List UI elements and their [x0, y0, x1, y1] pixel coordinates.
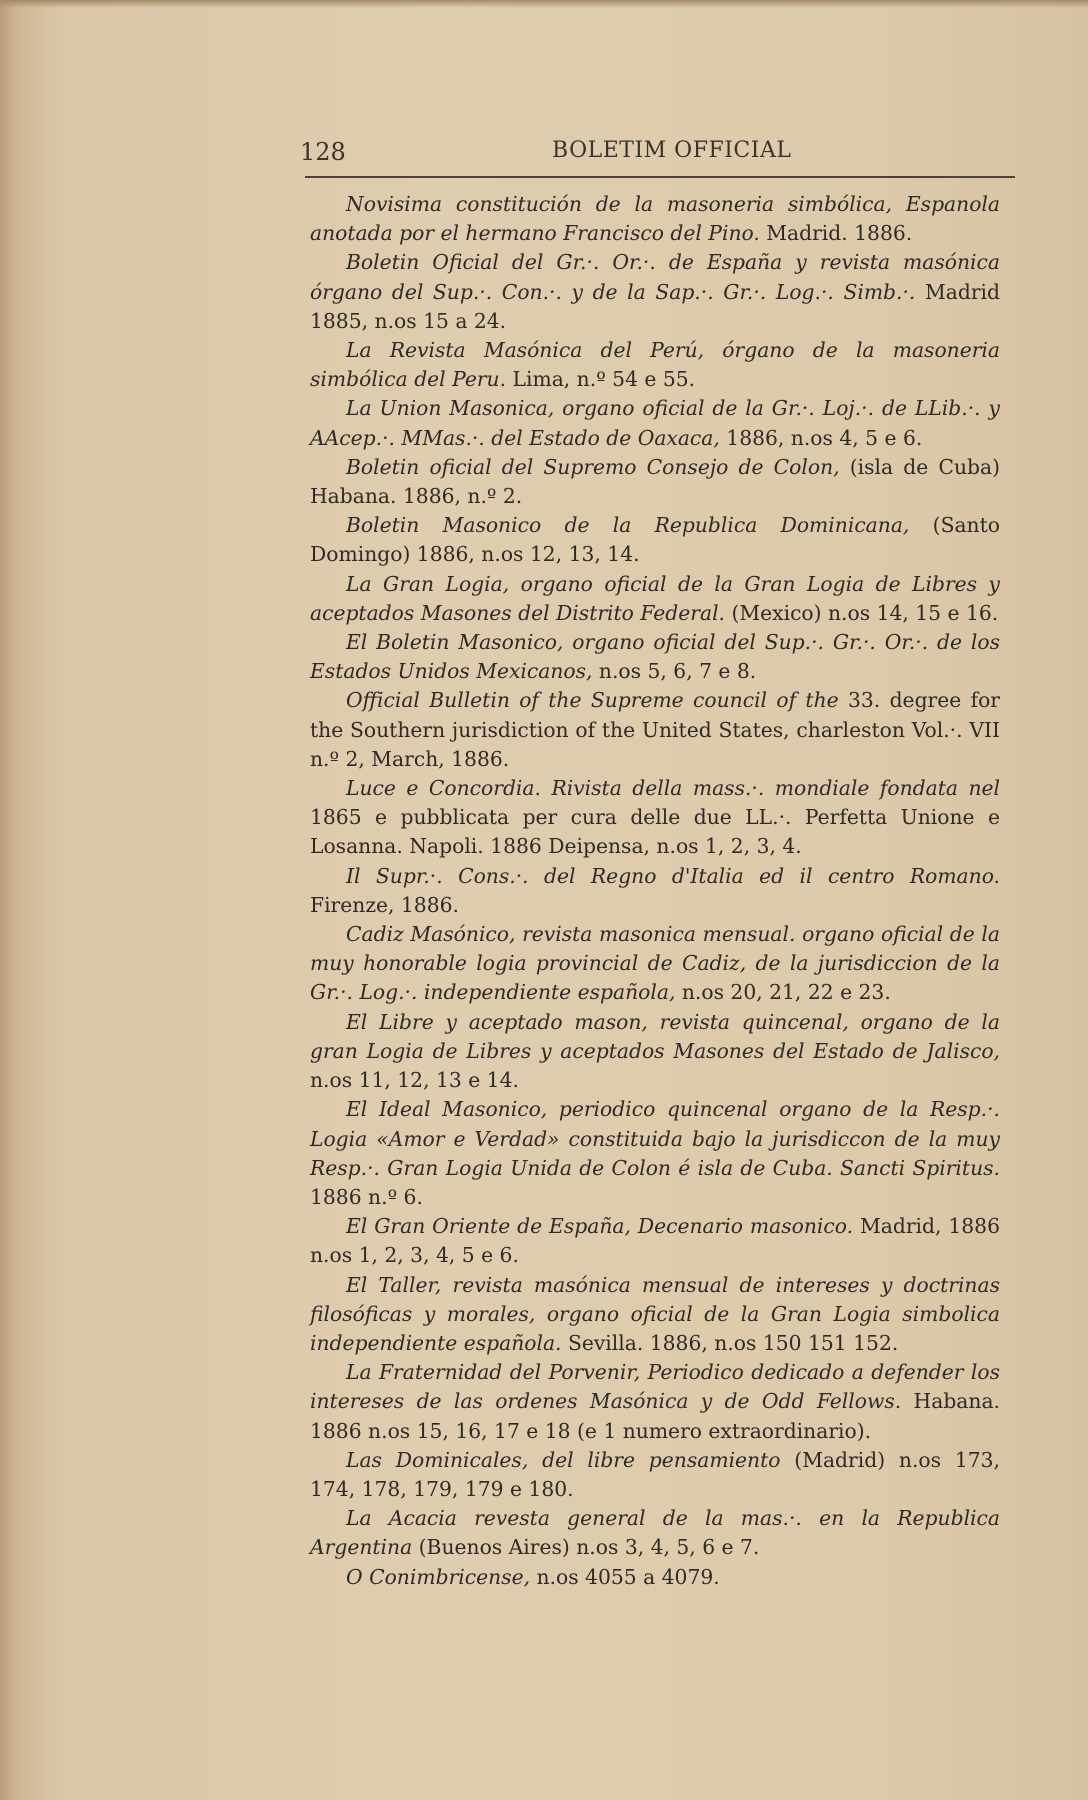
entry-title: Novisima constitución de la masoneria simbólica, Espanola anotada por el hermano Francisco del Pino. — [310, 192, 1000, 246]
list-item — [310, 862, 1000, 920]
entry-details: Sevilla. 1886, n.os 150 151 152. — [561, 1330, 899, 1355]
entry-details: (Madrid) n.os 173, 174, 178, 179, 179 e 180. — [310, 1447, 1000, 1501]
list-item — [310, 920, 1000, 1008]
entry-title: Il Supr.·. Cons.·. del Regno d'Italia ed il centro Romano. — [346, 863, 1000, 888]
list-item — [310, 511, 1000, 569]
list-item — [310, 1095, 1000, 1212]
entry-details: n.os 4055 a 4079. — [530, 1564, 720, 1589]
entry-details: 1886, n.os 4, 5 e 6. — [719, 425, 923, 450]
list-item — [310, 1358, 1000, 1446]
list-item — [310, 453, 1000, 511]
list-item — [310, 336, 1000, 394]
list-item — [310, 1271, 1000, 1359]
entry-title: El Gran Oriente de España, Decenario masonico. — [346, 1214, 854, 1239]
list-item — [310, 686, 1000, 774]
entry-title: El Libre y aceptado mason, revista quincenal, organo de la gran Logia de Libres y aceptados Masones del Estado de Jalisco, — [310, 1009, 1000, 1063]
bibliography-list — [310, 190, 1000, 1592]
page-number: 128 — [300, 138, 346, 166]
entry-title: La Fraternidad del Porvenir, Periodico dedicado a defender los intereses de las ordenes Masónica y de Odd Fellows. — [310, 1360, 1000, 1414]
running-title: BOLETIM OFFICIAL — [552, 138, 792, 163]
list-item — [310, 1212, 1000, 1270]
entry-details: (Mexico) n.os 14, 15 e 16. — [725, 600, 999, 625]
entry-details: Madrid, 1886 n.os 1, 2, 3, 4, 5 e 6. — [310, 1214, 1000, 1268]
entry-title: Boletin Oficial del Gr.·. Or.·. de España y revista masónica órgano del Sup.·. Con.·. y de la Sap.·. Gr.·. Log.·. Simb.·. — [310, 250, 1000, 304]
entry-title: La Revista Masónica del Perú, órgano de la masoneria simbólica del Peru. — [310, 338, 1000, 392]
entry-title: El Taller, revista masónica mensual de intereses y doctrinas filosóficas y morales, organo oficial de la Gran Logia simbolica independiente española. — [310, 1272, 1000, 1355]
page-header — [300, 138, 1015, 178]
entry-title: La Acacia revesta general de la mas.·. en la Republica Argentina — [310, 1506, 1000, 1560]
entry-details: Firenze, 1886. — [310, 892, 459, 917]
entry-details: Madrid 1885, n.os 15 a 24. — [310, 279, 1000, 333]
list-item — [310, 1446, 1000, 1504]
list-item — [310, 190, 1000, 248]
entry-details: n.os 11, 12, 13 e 14. — [310, 1068, 519, 1093]
entry-details: Lima, n.º 54 e 55. — [506, 367, 696, 392]
header-rule — [305, 176, 1015, 178]
entry-details: (Buenos Aires) n.os 3, 4, 5, 6 e 7. — [412, 1535, 760, 1560]
entry-details: 1865 e pubblicata per cura delle due LL.·. Perfetta Unione e Losanna. Napoli. 1886 Deipensa, n.os 1, 2, 3, 4. — [310, 805, 1000, 859]
entry-details: n.os 20, 21, 22 e 23. — [675, 980, 891, 1005]
list-item — [310, 1008, 1000, 1096]
entry-title: Cadiz Masónico, revista masonica mensual. organo oficial de la muy honorable logia provincial de Cadiz, de la jurisdiccion de la Gr.·. Log.·. independiente española, — [310, 922, 1000, 1005]
entry-details: 1886 n.º 6. — [310, 1184, 423, 1209]
entry-details: (Santo Domingo) 1886, n.os 12, 13, 14. — [310, 513, 1000, 567]
entry-title: El Boletin Masonico, organo oficial del Sup.·. Gr.·. Or.·. de los Estados Unidos Mexicanos, — [310, 630, 1000, 684]
list-item — [310, 1563, 1000, 1592]
entry-title: El Ideal Masonico, periodico quincenal organo de la Resp.·. Logia «Amor e Verdad» constituida bajo la jurisdiccon de la muy Resp.·. Gran Logia Unida de Colon é isla de Cuba. Sancti Spiritus. — [310, 1097, 1000, 1180]
entry-title: La Gran Logia, organo oficial de la Gran Logia de Libres y aceptados Masones del Distrito Federal. — [310, 571, 1000, 625]
entry-details: Habana. 1886 n.os 15, 16, 17 e 18 (e 1 numero extraordinario). — [310, 1389, 1001, 1443]
entry-title: Boletin Masonico de la Republica Dominicana, — [346, 513, 910, 538]
list-item — [310, 394, 1000, 452]
paper-top-edge — [0, 0, 1088, 8]
entry-details: 33. degree for the Southern jurisdiction of the United States, charleston Vol.·. VII n.º 2, March, 1886. — [310, 688, 1000, 771]
list-item — [310, 774, 1000, 862]
list-item — [310, 570, 1000, 628]
entry-title: Luce e Concordia. Rivista della mass.·. mondiale fondata nel — [346, 776, 1000, 801]
entry-details: Madrid. 1886. — [759, 221, 913, 246]
list-item — [310, 1504, 1000, 1562]
entry-title: O Conimbricense, — [346, 1564, 531, 1589]
entry-title: Boletin oficial del Supremo Consejo de Colon, — [346, 454, 840, 479]
entry-details: (isla de Cuba) Habana. 1886, n.º 2. — [310, 454, 1001, 509]
list-item — [310, 628, 1000, 686]
paper-left-edge — [0, 0, 26, 1800]
entry-title: Las Dominicales, del libre pensamiento — [346, 1447, 781, 1472]
entry-details: n.os 5, 6, 7 e 8. — [592, 659, 757, 684]
list-item — [310, 248, 1000, 336]
entry-title: Official Bulletin of the Supreme council of the — [346, 688, 839, 713]
entry-title: La Union Masonica, organo oficial de la Gr.·. Loj.·. de LLib.·. y AAcep.·. MMas.·. del Estado de Oaxaca, — [310, 396, 1000, 450]
